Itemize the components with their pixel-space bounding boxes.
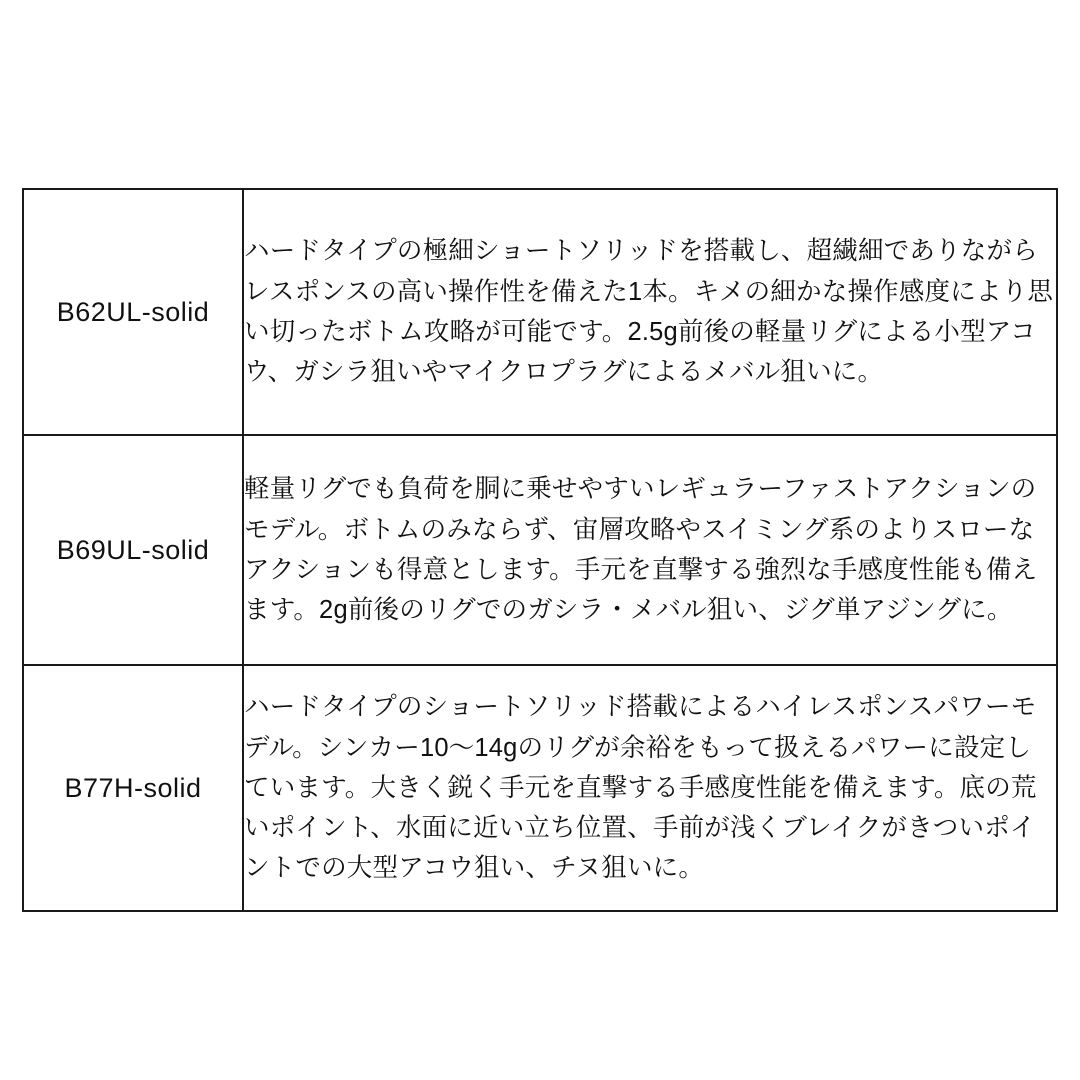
model-name-text: B69UL-solid (56, 534, 210, 565)
model-description-cell (243, 435, 1057, 665)
model-description-cell (243, 665, 1057, 911)
model-name-text: B62UL-solid (56, 296, 210, 327)
model-spec-table-container (22, 188, 1058, 912)
model-description-text: ハードタイプのショートソリッド搭載によるハイレスポンスパワーモデル。シンカー10〜14gのリグが余裕をもって扱えるパワーに設定しています。大きく鋭く手元を直撃する手感度性能を備えます。底の荒いポイント、水面に近い立ち位置、手前が浅くブレイクがきついポイントでの大型アコウ狙い、チヌ狙いに。 (244, 693, 1037, 883)
table-row (23, 665, 1057, 911)
model-description-text: ハードタイプの極細ショートソリッドを搭載し、超繊細でありながらレスポンスの高い操作性を備えた1本。キメの細かな操作感度により思い切ったボトム攻略が可能です。2.5g前後の軽量リグによる小型アコウ、ガシラ狙いやマイクロプラグによるメバル狙いに。 (244, 237, 1054, 387)
table-row (23, 435, 1057, 665)
model-name-cell (23, 435, 243, 665)
model-spec-table (22, 188, 1058, 912)
model-description-text: 軽量リグでも負荷を胴に乗せやすいレギュラーファストアクションのモデル。ボトムのみならず、宙層攻略やスイミング系のよりスローなアクションも得意とします。手元を直撃する強烈な手感度性能も備えます。2g前後のリグでのガシラ・メバル狙い、ジグ単アジングに。 (244, 475, 1038, 625)
model-name-text: B77H-solid (64, 772, 202, 803)
model-description-cell (243, 189, 1057, 435)
table-row (23, 189, 1057, 435)
model-name-cell (23, 665, 243, 911)
model-name-cell (23, 189, 243, 435)
